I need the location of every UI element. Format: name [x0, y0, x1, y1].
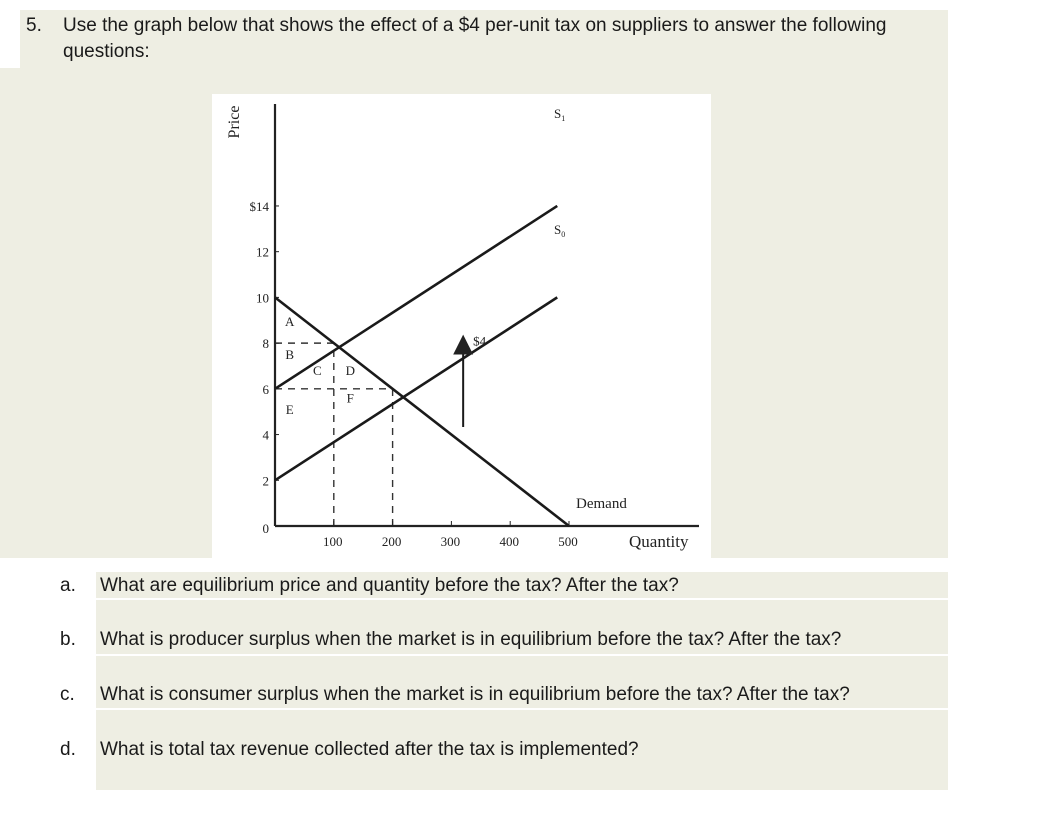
y-axis-title: Price: [226, 105, 243, 139]
x-tick-label: 200: [381, 534, 402, 549]
x-tick-label: 500: [558, 534, 578, 549]
y-tick-label: 6: [262, 381, 269, 397]
region-label-b: B: [285, 347, 295, 363]
series-s1-line: [275, 206, 557, 389]
sub-question-letter: b.: [60, 629, 76, 650]
sub-question-letter: d.: [60, 739, 76, 760]
region-label-c: C: [313, 363, 322, 379]
sub-question-letter: c.: [60, 684, 75, 705]
y-tick-label: $14: [249, 198, 269, 214]
y-tick-label: 12: [256, 244, 269, 260]
region-label-d: D: [345, 363, 355, 379]
question-text: Use the graph below that shows the effect of a $4 per-unit tax on suppliers to answer the following questions:: [63, 15, 887, 62]
y-tick-label: 4: [262, 427, 269, 443]
y-tick-label: 2: [262, 473, 269, 489]
x-tick-label: 100: [323, 534, 343, 549]
region-label-f: F: [346, 390, 354, 406]
series-demand-line: [275, 297, 569, 526]
s0-label: $S_0$: [554, 222, 566, 239]
region-label-a: A: [285, 313, 295, 329]
sub-question-text: What is producer surplus when the market is in equilibrium before the tax? After the tax?: [100, 629, 842, 650]
sub-question-text: What are equilibrium price and quantity before the tax? After the tax?: [100, 575, 679, 596]
sub-question-text: What is total tax revenue collected after the tax is implemented?: [100, 739, 639, 760]
sub-question-text: What is consumer surplus when the market is in equilibrium before the tax? After the tax?: [100, 684, 850, 705]
question-number: 5.: [26, 15, 42, 36]
region-label-e: E: [285, 401, 294, 417]
y-tick-label: 10: [256, 290, 269, 306]
x-tick-label: 0: [262, 521, 269, 536]
x-tick-label: 400: [499, 534, 519, 549]
x-tick-label: 300: [440, 534, 461, 549]
x-axis-title: Quantity: [629, 532, 689, 551]
supply-demand-chart: [212, 94, 711, 558]
tax-arrow-label: $4: [473, 333, 487, 349]
sub-question-letter: a.: [60, 575, 76, 596]
y-tick-label: 8: [262, 336, 269, 352]
tax-graph: [212, 94, 711, 558]
demand-label: Demand: [576, 496, 627, 512]
s1-label: $S_1$: [554, 106, 566, 123]
